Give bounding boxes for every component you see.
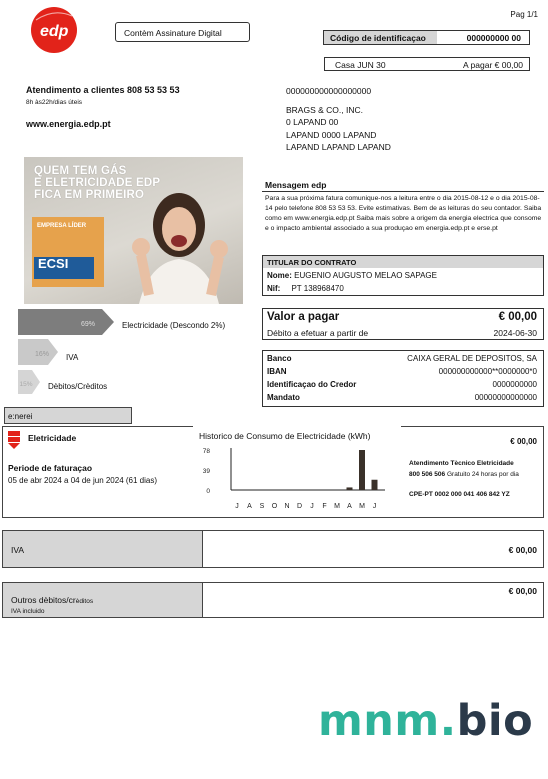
valor-amount: € 00,00	[498, 311, 537, 323]
address-line: 0 LAPAND 00	[286, 117, 339, 127]
breakdown-label: IVA	[66, 353, 79, 362]
chart-x-tick-label: S	[259, 503, 265, 510]
energia-label: e:nerei	[4, 407, 132, 424]
chart-x-tick-label: J	[372, 503, 377, 510]
address-line: LAPAND 0000 LAPAND	[286, 129, 377, 140]
consumption-chart	[193, 426, 401, 516]
banco-key: Mandato	[267, 393, 300, 402]
atendimento-line: Atendimento a clientes 808 53 53 53	[26, 85, 180, 95]
outros-label-small: èditos	[75, 598, 94, 605]
chart-x-tick-label: M	[334, 503, 340, 510]
iva-label: IVA	[11, 545, 25, 555]
titular-box	[262, 255, 544, 296]
woman-photo-icon	[119, 185, 234, 304]
casa-label: Casa JUN 30	[335, 60, 386, 70]
banco-row	[267, 393, 537, 405]
period-heading: Periode de faturaçao	[8, 463, 93, 473]
nif-label: Nif:	[267, 284, 281, 293]
chart-x-tick-label: A	[247, 503, 252, 510]
id-label: Código de identificaçao	[324, 31, 437, 44]
nome-value: EUGENIO AUGUSTO MELAO SAPAGE	[294, 271, 437, 280]
period-value: 05 de abr 2024 a 04 de jun 2024 (61 dias)	[8, 476, 158, 485]
banco-row	[267, 380, 537, 392]
breakdown-label: Electricidade (Descondo 2%)	[122, 321, 226, 330]
help-contact	[409, 470, 539, 479]
watermark	[318, 696, 533, 746]
electricidade-total: € 00,00	[510, 437, 537, 446]
chart-y-tick-label: 0	[206, 488, 210, 495]
outros-sub: IVA incluido	[11, 608, 45, 615]
chart-x-tick-label: A	[347, 503, 352, 510]
edp-logo	[28, 6, 80, 54]
address-line: LAPAND LAPAND LAPAND	[286, 142, 391, 152]
outros-row	[2, 582, 544, 618]
promo-image	[24, 157, 243, 304]
edp-mini-icon	[8, 431, 20, 449]
banco-value: CAIXA GERAL DE DEPOSITOS, SA	[407, 354, 537, 363]
breakdown-percent: 15%	[19, 381, 33, 388]
valor-box	[262, 308, 544, 340]
banco-row	[267, 367, 537, 379]
breakdown-percent: 16%	[34, 351, 50, 358]
iva-row	[2, 530, 544, 568]
website-link[interactable]: www.energia.edp.pt	[26, 119, 111, 129]
titular-nome	[267, 271, 437, 280]
mensagem-title: Mensagem edp	[265, 180, 327, 190]
banco-value: 00000000000000	[474, 393, 537, 402]
chart-bar	[359, 450, 365, 490]
iva-value: € 00,00	[508, 545, 537, 555]
titular-header: TITULAR DO CONTRATO	[263, 256, 543, 268]
watermark-part: mnm.	[318, 696, 457, 746]
ecsi-text: ECSI	[38, 256, 69, 271]
outros-label-main: Outros dèbitos/cr	[11, 595, 76, 605]
chart-x-tick-label: O	[271, 503, 278, 510]
banco-value: 000000000000**0000000*0	[438, 367, 537, 376]
valor-label: Valor a pagar	[267, 311, 340, 323]
chart-x-tick-label: N	[284, 503, 290, 510]
promo-badge-text: EMPRESA LÍDER	[37, 223, 87, 229]
breakdown-electricidade	[18, 309, 114, 337]
mensagem-text: Para a sua próxima fatura comunique-nos a leitura entre o dia 2015-08-12 e o dia 2015-08-14 pelo telefone 808 53 53 53. Evite estimativas. Bem de as leituras do seu contador. Saiba como em www.energia.edp.pt Saiba mais sobre a origem da energia electrica que consome e o impacto ambiental associado a sua produçao em energia.edp.pt e erse.pt	[265, 195, 542, 232]
banco-key: Identificaçao do Credor	[267, 380, 357, 389]
page-number: Pag 1/1	[510, 10, 538, 19]
casa-box	[324, 57, 530, 71]
debito-label: Débito a efetuar a partir de	[267, 328, 369, 338]
a-pagar-label: A pagar € 00,00	[462, 60, 523, 70]
titular-nif	[267, 284, 344, 293]
banco-value: 0000000000	[492, 380, 537, 389]
electricidade-title: Eletricidade	[28, 433, 77, 443]
help-phone: 800 506 506	[409, 471, 446, 478]
help-title: Atendimento Tècnico Eletricidade	[409, 460, 514, 467]
promo-headline-line: E ELETRICIDADE EDP	[34, 177, 161, 189]
chart-y-tick-label: 39	[202, 468, 210, 475]
chart-bar	[372, 480, 378, 490]
address-code: 000000000000000000	[286, 86, 372, 96]
chart-x-tick-label: J	[310, 503, 314, 510]
svg-text:edp: edp	[40, 23, 69, 40]
breakdown-iva	[18, 339, 58, 367]
chart-bar	[347, 487, 353, 490]
chart-svg	[193, 444, 401, 516]
promo-headline-line: QUEM TEM GÁS	[34, 165, 127, 177]
chart-y-tick-label: 78	[202, 448, 210, 455]
chart-x-tick-label: M	[359, 503, 365, 510]
banco-key: IBAN	[267, 367, 287, 376]
outros-label	[11, 595, 93, 605]
watermark-part: bio	[456, 696, 534, 746]
mensagem-divider	[262, 191, 544, 192]
nif-value: PT 138968470	[291, 284, 344, 293]
signature-note: Contèm Assinature Digital	[115, 22, 250, 42]
address-line: BRAGS & CO., INC.	[286, 104, 363, 115]
identification-box	[323, 30, 530, 45]
promo-badge	[32, 217, 104, 287]
chart-x-tick-label: F	[322, 503, 327, 510]
promo-headline-line: FICA EM PRIMEIRO	[34, 189, 145, 201]
iva-label-cell	[3, 531, 203, 567]
banco-row	[267, 354, 537, 366]
cpe-code: CPE-PT 0002 000 041 406 842 YZ	[409, 491, 510, 498]
recipient-address	[286, 85, 391, 154]
help-text: Gratuito 24 horas por dia	[446, 471, 519, 478]
horas-line: 8h às22h/dias úteis	[26, 99, 83, 106]
banco-key: Banco	[267, 354, 292, 363]
debito-date: 2024-06-30	[493, 328, 537, 338]
chart-x-tick-label: D	[296, 503, 303, 510]
breakdown-debitos	[18, 370, 40, 396]
ecsi-logo	[34, 257, 94, 279]
nome-label: Nome:	[267, 271, 292, 280]
id-value: 000000000 00	[466, 33, 521, 43]
breakdown-percent: 69%	[80, 321, 96, 328]
outros-value: € 00,00	[508, 586, 537, 596]
chart-title: Historico de Consumo de Electricidade (kWh)	[199, 431, 371, 441]
breakdown-label: Dèbitos/Crèditos	[48, 382, 108, 391]
banco-box	[262, 350, 544, 407]
chart-x-tick-label: J	[235, 503, 239, 510]
